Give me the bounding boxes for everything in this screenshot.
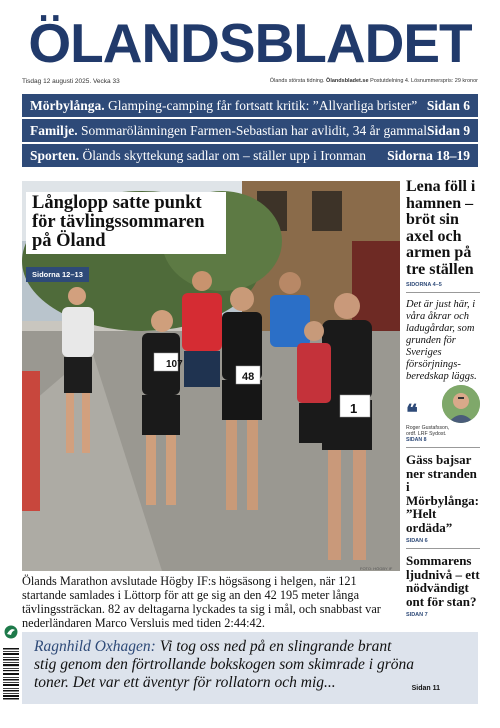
columnist-text — [34, 638, 414, 692]
avatar-portrait — [442, 385, 480, 423]
photo-credit: FOTO: HÖGBY IF — [360, 566, 393, 571]
sidebar — [406, 175, 480, 622]
tagline-prefix: Ölands största tidning. — [269, 78, 325, 84]
teaser-text: Ölands skyttekung sadlar om – ställer upp i Ironman — [82, 147, 366, 163]
sidebar-story-ref: SIDORNA 4–5 — [406, 282, 480, 293]
teaser-item[interactable] — [22, 119, 478, 142]
bib-number: 107 — [166, 359, 183, 370]
columnist-page-ref: Sidan 11 — [411, 685, 440, 692]
teaser-text-wrap — [30, 123, 427, 139]
teaser-text: Glamping-camping får fortsatt kritik: ”Allvarliga brister” — [108, 97, 418, 113]
barcode-icon — [3, 648, 19, 700]
teaser-text-wrap — [30, 98, 417, 114]
dateline-info — [270, 78, 478, 84]
columnist-name: Ragnhild Oxhagen: — [34, 638, 156, 655]
columnist-teaser[interactable] — [22, 632, 478, 704]
main-page-ref[interactable]: Sidorna 12–13 — [26, 267, 89, 282]
teaser-item[interactable] — [22, 94, 478, 117]
sidebar-quote-block — [406, 299, 480, 448]
masthead-title: ÖLANDSBLADET — [28, 12, 472, 74]
sidebar-story-ref: SIDAN 6 — [406, 538, 480, 549]
avatar — [442, 385, 480, 423]
teaser-text: Sommarölänningen Farmen-Sebastian har avlidit, 34 år gammal — [80, 122, 428, 138]
site-link[interactable]: Ölandsbladet.se — [326, 78, 369, 84]
sidebar-story-title[interactable]: Lena föll i hamnen – bröt sin axel och armen på tre ställen — [406, 178, 476, 278]
teaser-page: Sidorna 18–19 — [387, 147, 470, 163]
teaser-item[interactable] — [22, 144, 478, 167]
sidebar-story-ref: SIDAN 7 — [406, 612, 428, 618]
teaser-text-wrap — [30, 148, 366, 164]
teaser-page: Sidan 6 — [426, 97, 470, 113]
main-headline[interactable]: Långlopp satte punkt för tävlingssommaren på Öland — [26, 192, 226, 254]
bib-number: 48 — [242, 371, 255, 383]
columnist-quote: Vi tog oss ned på en slingrande brant stig genom den förtrollande bokskogen som skimrade i gröna toner. Det var ett äventyr för rollatorn och mig... — [34, 638, 414, 691]
sidebar-story-title[interactable]: Gäss bajsar ner stranden i Mörbylånga: ”Helt ordäda” — [406, 452, 479, 535]
quote-person — [406, 425, 480, 443]
teaser-list — [22, 94, 478, 169]
main-lead: Ölands Marathon avslutade Högby IF:s högsäsong i helgen, när 121 startande samlades i Löttorp för att ge sig an den 42 195 meter långa tävlingssträckan. 82 av deltagarna lyckades ta sig i mål, och snabbast var nederländaren Marco Versluis med tiden 2:44:42. — [22, 574, 381, 630]
quote-mark-icon: ❝ — [406, 400, 418, 425]
teaser-lead: Familje. — [30, 122, 78, 138]
teaser-page: Sidan 9 — [427, 122, 471, 138]
ecolabel-icon — [4, 625, 18, 639]
person-role: ordf. LRF Sydost. — [406, 431, 447, 437]
tagline-suffix: Postutdelning 4. Lösnummerspris: 29 kronor — [370, 78, 478, 84]
sidebar-quote-text: Det är just här, i våra åkrar och ladugårdar, som grunden för Sveriges försörjnings-beredskap läggs. — [406, 299, 477, 382]
person-name: Roger Gustafsson, — [406, 425, 450, 431]
sidebar-story-title[interactable]: Sommarens ljudnivå – ett nödvändigt ont för stan? — [406, 553, 480, 609]
quote-page-ref: SIDAN 8 — [406, 437, 427, 443]
dateline-date: Tisdag 12 augusti 2025. Vecka 33 — [22, 78, 120, 85]
teaser-lead: Sporten. — [30, 147, 80, 163]
bib-number: 1 — [350, 401, 358, 416]
quote-row — [406, 385, 480, 423]
teaser-lead: Mörbylånga. — [30, 97, 105, 113]
